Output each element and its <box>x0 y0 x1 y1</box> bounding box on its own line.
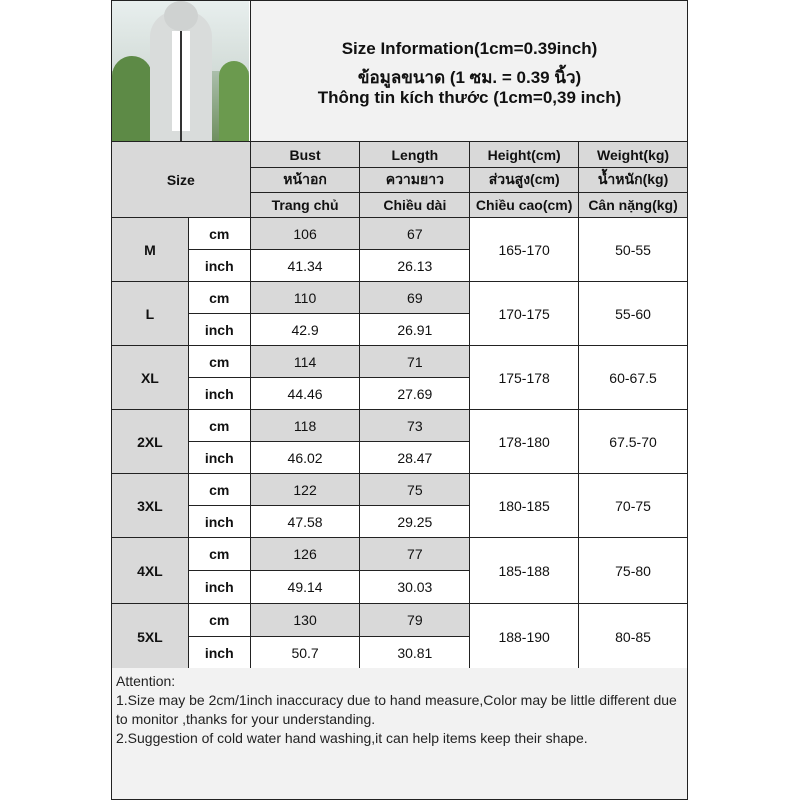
title-vietnamese: Thông tin kích thước (1cm=0,39 inch) <box>317 88 622 107</box>
size-label: M <box>112 218 189 282</box>
unit-cm: cm <box>188 604 250 637</box>
unit-cm: cm <box>188 410 250 442</box>
bust-cm: 130 <box>250 604 360 637</box>
length-cm: 71 <box>360 346 470 378</box>
col-length-th: ความยาว <box>360 168 470 193</box>
bust-inch: 42.9 <box>250 314 360 346</box>
length-cm: 69 <box>360 282 470 314</box>
weight-range: 50-55 <box>579 218 688 282</box>
weight-range: 67.5-70 <box>579 410 688 474</box>
col-height-th: ส่วนสูง(cm) <box>470 168 579 193</box>
length-inch: 26.91 <box>360 314 470 346</box>
outer-frame <box>111 0 688 800</box>
unit-inch: inch <box>188 442 250 474</box>
bust-cm: 118 <box>250 410 360 442</box>
notes-line-2: 2.Suggestion of cold water hand washing,it can help items keep their shape. <box>116 730 588 746</box>
weight-range: 55-60 <box>579 282 688 346</box>
size-label: L <box>112 282 189 346</box>
unit-cm: cm <box>188 474 250 506</box>
bust-cm: 126 <box>250 538 360 571</box>
col-weight-vi: Cân nặng(kg) <box>579 193 688 218</box>
length-inch: 26.13 <box>360 250 470 282</box>
col-bust-vi: Trang chủ <box>250 193 360 218</box>
length-inch: 30.03 <box>360 571 470 604</box>
bust-inch: 50.7 <box>250 637 360 670</box>
length-inch: 27.69 <box>360 378 470 410</box>
length-cm: 79 <box>360 604 470 637</box>
height-range: 185-188 <box>470 538 579 604</box>
bust-cm: 122 <box>250 474 360 506</box>
length-inch: 30.81 <box>360 637 470 670</box>
unit-inch: inch <box>188 250 250 282</box>
weight-range: 70-75 <box>579 474 688 538</box>
unit-inch: inch <box>188 637 250 670</box>
bust-inch: 47.58 <box>250 506 360 538</box>
bust-inch: 41.34 <box>250 250 360 282</box>
col-bust-th: หน้าอก <box>250 168 360 193</box>
unit-inch: inch <box>188 314 250 346</box>
unit-cm: cm <box>188 346 250 378</box>
size-header: Size <box>112 142 251 218</box>
notes-heading: Attention: <box>116 673 176 689</box>
length-inch: 28.47 <box>360 442 470 474</box>
size-label: 2XL <box>112 410 189 474</box>
title-english: Size Information(1cm=0.39inch) <box>341 39 598 58</box>
unit-inch: inch <box>188 378 250 410</box>
height-range: 165-170 <box>470 218 579 282</box>
length-cm: 77 <box>360 538 470 571</box>
weight-range: 75-80 <box>579 538 688 604</box>
col-length-vi: Chiều dài <box>360 193 470 218</box>
unit-cm: cm <box>188 282 250 314</box>
size-label: 3XL <box>112 474 189 538</box>
height-range: 178-180 <box>470 410 579 474</box>
height-range: 170-175 <box>470 282 579 346</box>
col-height-en: Height(cm) <box>470 142 579 168</box>
bust-cm: 110 <box>250 282 360 314</box>
size-label: XL <box>112 346 189 410</box>
weight-range: 60-67.5 <box>579 346 688 410</box>
col-weight-th: น้ำหนัก(kg) <box>579 168 688 193</box>
length-cm: 75 <box>360 474 470 506</box>
length-cm: 73 <box>360 410 470 442</box>
weight-range: 80-85 <box>579 604 688 670</box>
unit-inch: inch <box>188 506 250 538</box>
length-inch: 29.25 <box>360 506 470 538</box>
title-thai: ข้อมูลขนาด (1 ซม. = 0.39 นิ้ว) <box>357 68 582 87</box>
bust-inch: 46.02 <box>250 442 360 474</box>
col-length-en: Length <box>360 142 470 168</box>
bust-inch: 49.14 <box>250 571 360 604</box>
unit-cm: cm <box>188 218 250 250</box>
bust-inch: 44.46 <box>250 378 360 410</box>
height-range: 188-190 <box>470 604 579 670</box>
bust-cm: 114 <box>250 346 360 378</box>
col-bust-en: Bust <box>250 142 360 168</box>
col-height-vi: Chiều cao(cm) <box>470 193 579 218</box>
height-range: 175-178 <box>470 346 579 410</box>
length-cm: 67 <box>360 218 470 250</box>
height-range: 180-185 <box>470 474 579 538</box>
unit-cm: cm <box>188 538 250 571</box>
unit-inch: inch <box>188 571 250 604</box>
size-label: 4XL <box>112 538 189 604</box>
size-label: 5XL <box>112 604 189 670</box>
col-weight-en: Weight(kg) <box>579 142 688 168</box>
bust-cm: 106 <box>250 218 360 250</box>
notes-line-1: 1.Size may be 2cm/1inch inaccuracy due to hand measure,Color may be little different due to monitor ,thanks for your understanding. <box>116 692 677 727</box>
